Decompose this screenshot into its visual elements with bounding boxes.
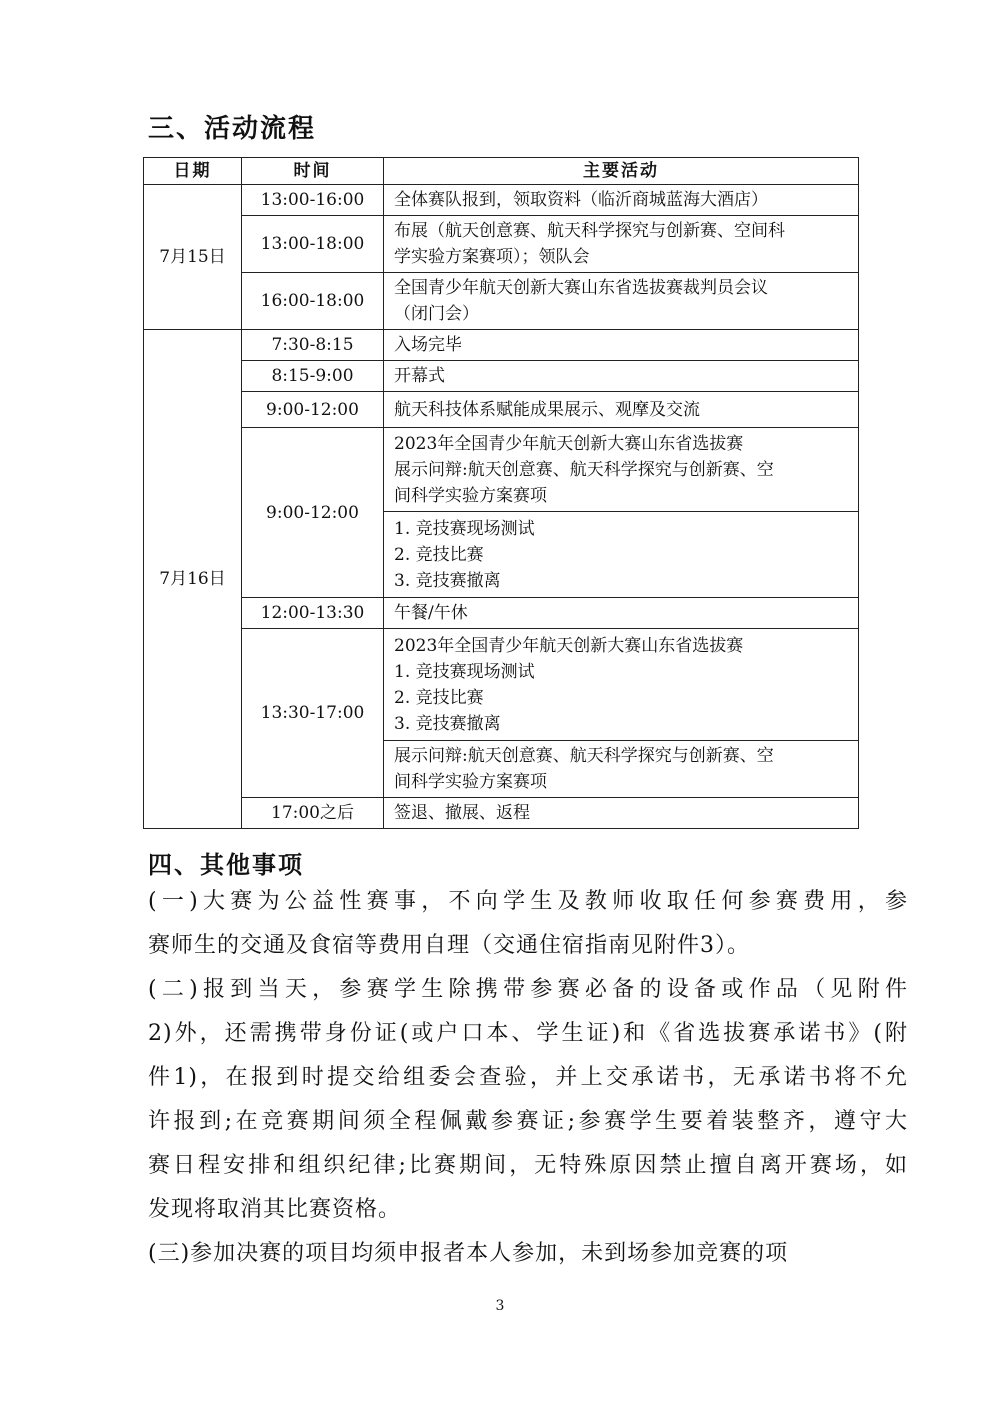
header-date: 日期 xyxy=(144,158,242,185)
activity-line: 签退、撤展、返程 xyxy=(394,803,530,823)
header-time: 时间 xyxy=(242,158,384,185)
table-row xyxy=(144,216,859,273)
activity-cell xyxy=(384,598,859,629)
activity-line: 全体赛队报到，领取资料（临沂商城蓝海大酒店） xyxy=(394,190,768,210)
activity-cell xyxy=(384,798,859,829)
section-heading-activity-schedule: 三、活动流程 xyxy=(148,114,317,144)
activity-schedule-table xyxy=(143,157,859,829)
activity-line: 全国青少年航天创新大赛山东省选拔赛裁判员会议 xyxy=(394,278,768,298)
activity-line: 间科学实验方案赛项 xyxy=(394,485,547,506)
paragraph-2 xyxy=(148,968,908,1232)
paragraph-line: (三)参加决赛的项目均须申报者本人参加，未到场参加竞赛的项 xyxy=(148,1241,789,1266)
activity-cell xyxy=(384,330,859,361)
activity-line: 展示问辩:航天创意赛、航天科学探究与创新赛、空 xyxy=(394,459,774,480)
time-cell: 13:00-16:00 xyxy=(242,185,384,216)
table-row xyxy=(144,428,859,512)
header-main-activity: 主要活动 xyxy=(384,158,859,185)
activity-line: 间科学实验方案赛项 xyxy=(394,772,547,792)
activity-line: 入场完毕 xyxy=(394,335,462,355)
table-row xyxy=(144,392,859,428)
activity-cell xyxy=(384,512,859,598)
activity-line: 布展（航天创意赛、航天科学探究与创新赛、空间科 xyxy=(394,221,785,241)
time-cell: 9:00-12:00 xyxy=(242,392,384,428)
table-row xyxy=(144,598,859,629)
paragraph-line: (一)大赛为公益性赛事，不向学生及教师收取任何参赛费用，参 xyxy=(148,889,908,914)
activity-cell xyxy=(384,392,859,428)
activity-line: 2023年全国青少年航天创新大赛山东省选拔赛 xyxy=(394,635,744,656)
time-cell: 13:30-17:00 xyxy=(242,629,384,798)
table-row xyxy=(144,273,859,330)
table-row xyxy=(144,330,859,361)
page-number: 3 xyxy=(495,1298,505,1314)
table-row xyxy=(144,361,859,392)
section-heading-other-matters: 四、其他事项 xyxy=(148,851,304,879)
table-header-row xyxy=(144,158,859,185)
activity-cell xyxy=(384,273,859,330)
activity-cell xyxy=(384,428,859,512)
date-cell: 7月16日 xyxy=(144,330,242,829)
paragraph-1 xyxy=(148,880,908,968)
table-row xyxy=(144,629,859,741)
table-row xyxy=(144,798,859,829)
time-cell: 7:30-8:15 xyxy=(242,330,384,361)
time-cell: 8:15-9:00 xyxy=(242,361,384,392)
time-cell: 12:00-13:30 xyxy=(242,598,384,629)
activity-line: 3. 竞技赛撤离 xyxy=(394,713,501,734)
paragraph-line: 许报到;在竞赛期间须全程佩戴参赛证;参赛学生要着装整齐，遵守大 xyxy=(148,1109,908,1134)
activity-line: 开幕式 xyxy=(394,366,445,386)
activity-line: 午餐/午休 xyxy=(394,603,468,623)
time-cell: 13:00-18:00 xyxy=(242,216,384,273)
activity-cell xyxy=(384,185,859,216)
time-cell: 9:00-12:00 xyxy=(242,428,384,598)
time-cell: 16:00-18:00 xyxy=(242,273,384,330)
paragraph-line: 赛师生的交通及食宿等费用自理（交通住宿指南见附件3）。 xyxy=(148,933,750,958)
activity-cell xyxy=(384,216,859,273)
time-cell: 17:00之后 xyxy=(242,798,384,829)
activity-cell xyxy=(384,741,859,798)
paragraph-line: 2)外，还需携带身份证(或户口本、学生证)和《省选拔赛承诺书》(附 xyxy=(148,1021,908,1046)
activity-line: 2. 竞技比赛 xyxy=(394,544,484,565)
activity-line: 3. 竞技赛撤离 xyxy=(394,570,501,591)
date-cell: 7月15日 xyxy=(144,185,242,330)
paragraph-line: 件1)，在报到时提交给组委会查验，并上交承诺书，无承诺书将不允 xyxy=(148,1065,908,1090)
activity-line: 1. 竞技赛现场测试 xyxy=(394,518,535,539)
activity-line: 2023年全国青少年航天创新大赛山东省选拔赛 xyxy=(394,433,744,454)
activity-line: 1. 竞技赛现场测试 xyxy=(394,661,535,682)
table-row xyxy=(144,185,859,216)
activity-line: 学实验方案赛项）；领队会 xyxy=(394,247,590,267)
activity-line: 航天科技体系赋能成果展示、观摩及交流 xyxy=(394,399,700,420)
activity-cell xyxy=(384,629,859,741)
paragraph-line: 赛日程安排和组织纪律;比赛期间，无特殊原因禁止擅自离开赛场，如 xyxy=(148,1153,908,1178)
activity-line: 2. 竞技比赛 xyxy=(394,687,484,708)
activity-line: 展示问辩:航天创意赛、航天科学探究与创新赛、空 xyxy=(394,746,774,766)
activity-line: （闭门会） xyxy=(394,304,479,324)
paragraph-3 xyxy=(148,1232,908,1276)
activity-cell xyxy=(384,361,859,392)
paragraph-line: (二)报到当天，参赛学生除携带参赛必备的设备或作品（见附件 xyxy=(148,977,908,1002)
paragraph-line: 发现将取消其比赛资格。 xyxy=(148,1197,402,1222)
